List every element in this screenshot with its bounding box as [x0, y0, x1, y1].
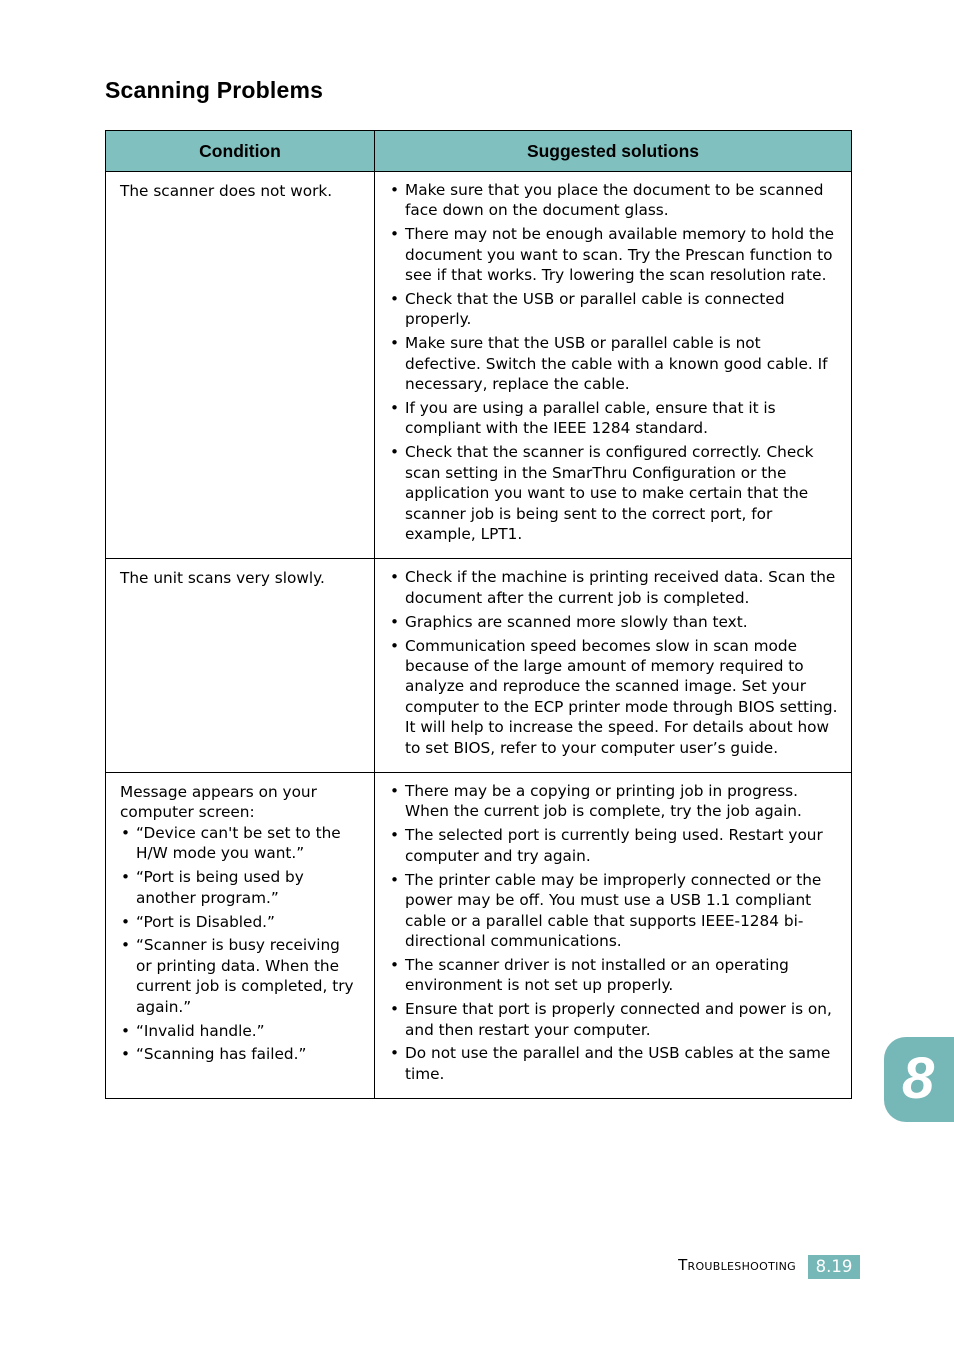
solution-item: • There may be a copying or printing job in progress. When the current job is complete, try the job again. [390, 782, 802, 821]
error-message-item: • “Scanning has failed.” [121, 1045, 307, 1064]
solution-item: • There may not be enough available memory to hold the document you want to scan. Try the Prescan function to see if that works. Try lowering the scan resolution rate. [390, 225, 835, 285]
bullet-icon: • [121, 823, 131, 842]
solutions-cell [375, 773, 852, 1099]
solutions-cell [375, 559, 852, 773]
bullet-icon: • [121, 868, 131, 887]
condition-cell [106, 773, 375, 1099]
solution-item: • Graphics are scanned more slowly than text. [390, 612, 748, 631]
bullet-icon: • [390, 636, 400, 655]
chapter-number: 8 [902, 1046, 935, 1111]
error-message-item: • “Invalid handle.” [121, 1021, 265, 1040]
bullet-icon: • [121, 1045, 131, 1064]
error-message-item: • “Scanner is busy receiving or printing data. When the current job is completed, try again.” [121, 936, 354, 1016]
bullet-icon: • [390, 1000, 400, 1019]
solution-item: • Ensure that port is properly connected and power is on, and then restart your computer. [390, 1000, 832, 1039]
table-header-row [106, 131, 852, 172]
condition-text: The scanner does not work. [120, 182, 333, 200]
bullet-icon: • [390, 334, 400, 353]
bullet-icon: • [390, 225, 400, 244]
troubleshooting-table [105, 130, 852, 1099]
bullet-icon: • [390, 612, 400, 631]
solutions-list [389, 567, 839, 758]
bullet-icon: • [390, 870, 400, 889]
table-row [106, 172, 852, 559]
solution-item: • Communication speed becomes slow in scan mode because of the large amount of memory required to analyze and reproduce the scanned image. Set your computer to the ECP printer mode through BIOS setting. It will help to increase the speed. For details about how to set BIOS, refer to your computer user’s guide. [390, 636, 838, 757]
table-row [106, 773, 852, 1099]
footer-section-label: Troubleshooting [678, 1256, 796, 1274]
solution-item: • Check if the machine is printing received data. Scan the document after the current job is completed. [390, 568, 836, 607]
solution-item: • Make sure that you place the document to be scanned face down on the document glass. [390, 181, 824, 220]
solutions-list [389, 781, 839, 1084]
bullet-icon: • [390, 826, 400, 845]
bullet-icon: • [390, 443, 400, 462]
solution-item: • If you are using a parallel cable, ensure that it is compliant with the IEEE 1284 standard. [390, 399, 776, 438]
error-message-item: • “Port is being used by another program.” [121, 868, 304, 907]
page-number: 8.19 [808, 1255, 860, 1279]
condition-cell [106, 172, 375, 559]
bullet-icon: • [121, 1021, 131, 1040]
column-header-solutions: Suggested solutions [375, 131, 852, 172]
bullet-icon: • [390, 399, 400, 418]
table-row [106, 559, 852, 773]
solution-item: • The scanner driver is not installed or an operating environment is not set up properly. [390, 955, 789, 995]
condition-text: Message appears on your computer screen: [120, 783, 317, 822]
bullet-icon: • [390, 181, 400, 199]
bullet-icon: • [121, 936, 131, 955]
bullet-icon: • [390, 782, 400, 801]
error-message-list [120, 823, 360, 1065]
solutions-cell [375, 172, 852, 559]
solution-item: • The selected port is currently being used. Restart your computer and try again. [390, 826, 823, 865]
bullet-icon: • [390, 290, 400, 309]
solution-item: • Check that the scanner is configured correctly. Check scan setting in the SmarThru Configuration or the application you want to use to make certain that the scanner job is being sent to the correct port, for example, LPT1. [390, 443, 814, 543]
bullet-icon: • [390, 955, 400, 974]
solution-item: • Do not use the parallel and the USB cables at the same time. [390, 1044, 831, 1083]
section-title: Scanning Problems [105, 77, 324, 103]
solution-item: • The printer cable may be improperly connected or the power may be off. You must use a USB 1.1 compliant cable or a parallel cable that supports IEEE-1284 bi-directional communications. [390, 870, 822, 950]
chapter-tab [884, 1037, 954, 1122]
error-message-item: • “Device can't be set to the H/W mode you want.” [121, 823, 341, 863]
solution-item: • Make sure that the USB or parallel cable is not defective. Switch the cable with a known good cable. If necessary, replace the cable. [390, 334, 828, 394]
bullet-icon: • [121, 912, 131, 931]
column-header-condition: Condition [106, 131, 375, 172]
solutions-list [389, 180, 839, 544]
condition-text: The unit scans very slowly. [120, 569, 325, 588]
solution-item: • Check that the USB or parallel cable is connected properly. [390, 290, 785, 329]
bullet-icon: • [390, 568, 400, 587]
error-message-item: • “Port is Disabled.” [121, 912, 275, 931]
bullet-icon: • [390, 1044, 400, 1063]
condition-cell [106, 559, 375, 773]
